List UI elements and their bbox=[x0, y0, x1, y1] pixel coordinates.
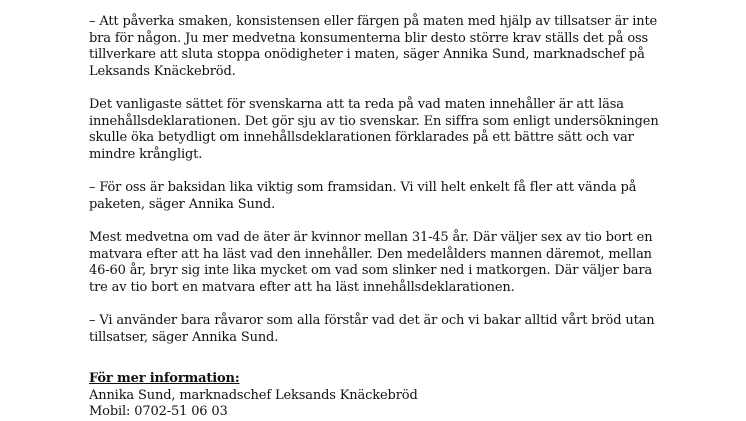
paragraph-quote-additives: – Att påverka smaken, konsistensen eller färgen på maten med hjälp av tillsatser är inte bra för någon. Ju mer medvetna konsumenterna blir desto större krav ställs det på oss tillverkare att sluta stoppa onödigheter i maten, säger Annika Sund, marknadschef på Leksands Knäckebröd. bbox=[89, 14, 658, 79]
contact-block bbox=[89, 371, 669, 421]
document-page bbox=[89, 14, 669, 421]
paragraph-ingredient-declaration: Det vanligaste sättet för svenskarna att ta reda på vad maten innehåller är att läsa innehållsdeklarationen. Det gör sju av tio svenskar. En siffra som enligt undersökningen skulle öka betydligt om innehållsdeklarationen förklarades på ett bättre sätt och var mindre krångligt. bbox=[89, 97, 659, 162]
paragraph-demographics: Mest medvetna om vad de äter är kvinnor mellan 31-45 år. Där väljer sex av tio bort en matvara efter att ha läst vad den innehåller. Den medelålders mannen däremot, mellan 46-60 år, bryr sig inte lika mycket om vad som slinker ned i matkorgen. Där väljer bara tre av tio bort en matvara efter att ha läst innehållsdeklarationen. bbox=[89, 230, 653, 295]
contact-mobile: Mobil: 0702-51 06 03 bbox=[89, 404, 228, 419]
contact-name: Annika Sund, marknadschef Leksands Knäckebröd bbox=[89, 387, 418, 403]
paragraph-quote-packaging: – För oss är baksidan lika viktig som framsidan. Vi vill helt enkelt få fler att vända på paketen, säger Annika Sund. bbox=[89, 180, 637, 212]
paragraph-quote-raw-materials: – Vi använder bara råvaror som alla förstår vad det är och vi bakar alltid vårt bröd utan tillsatser, säger Annika Sund. bbox=[89, 313, 655, 345]
contact-heading: För mer information: bbox=[89, 371, 240, 386]
